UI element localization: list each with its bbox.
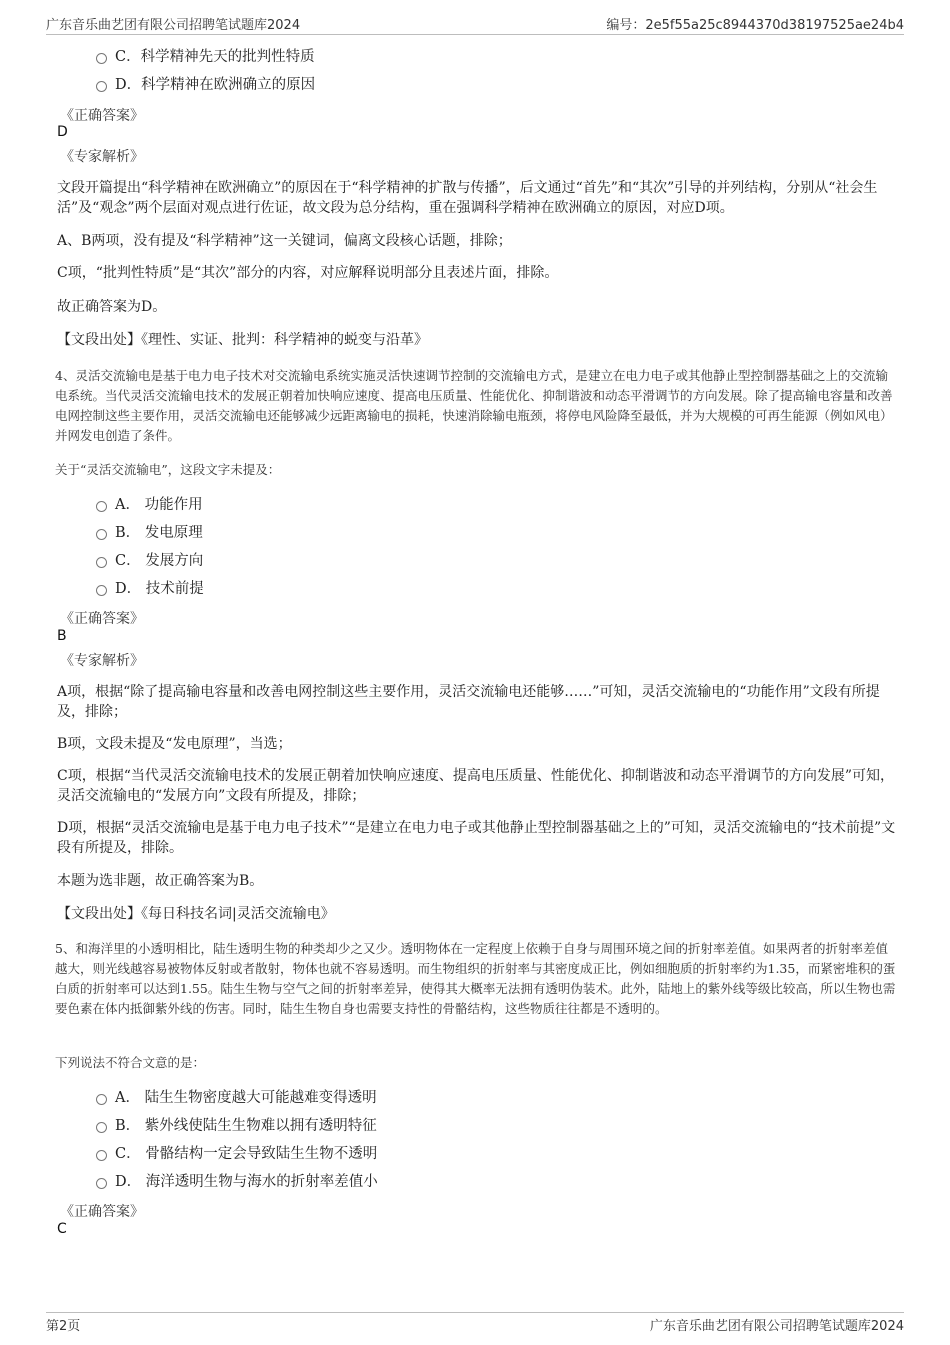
radio-icon[interactable] <box>96 1178 107 1189</box>
q4-question: 关于“灵活交流输电”，这段文字未提及： <box>55 462 281 477</box>
radio-icon[interactable] <box>96 1094 107 1105</box>
q4-option-c[interactable]: C． 发展方向 <box>96 551 203 571</box>
q4-option-d[interactable]: D． 技术前提 <box>96 579 204 599</box>
page-number: 第2页 <box>46 1319 81 1334</box>
radio-icon[interactable] <box>96 557 107 568</box>
q5-answer-label: 《正确答案》 <box>60 1204 144 1220</box>
q3-option-c[interactable]: C．科学精神先天的批判性特质 <box>96 47 315 67</box>
q4-stem: 4、灵活交流输电是基于电力电子技术对交流输电系统实施灵活快速调节控制的交流输电方式，是建立在电力电子或其他静止型控制器基础之上的交流输电系统。当代灵活交流输电技术的发展正朝着加快响应速度、提高电压质量、性能优化、抑制谐波和动态平滑调节的方向发展。除了提高输电容量和改善电网控制这些主要作用，灵活交流输电还能够减少远距离输电的损耗，快速消除输电瓶颈，将停电风险降至最低，并为大规模的可再生能源（例如风电）并网发电创造了条件。 <box>55 368 893 443</box>
q4-analysis-p3: C项，根据“当代灵活交流输电技术的发展正朝着加快响应速度、提高电压质量、性能优化、抑制谐波和动态平滑调节的方向发展”可知，灵活交流输电的“发展方向”文段有所提及，排除； <box>57 768 895 804</box>
q4-analysis-label: 《专家解析》 <box>60 653 144 669</box>
radio-icon[interactable] <box>96 501 107 512</box>
page-header <box>46 14 904 35</box>
footer-title: 广东音乐曲艺团有限公司招聘笔试题库2024 <box>649 1319 904 1334</box>
q4-analysis-p2: B项，文段未提及“发电原理”，当选； <box>57 736 292 752</box>
q4-option-a[interactable]: A． 功能作用 <box>96 495 203 515</box>
q5-question: 下列说法不符合文意的是： <box>55 1055 206 1070</box>
radio-icon[interactable] <box>96 585 107 596</box>
q3-source: 【文段出处】《理性、实证、批判：科学精神的蜕变与沿革》 <box>57 332 428 348</box>
q5-answer: C <box>57 1221 67 1237</box>
radio-icon[interactable] <box>96 1122 107 1133</box>
header-title: 广东音乐曲艺团有限公司招聘笔试题库2024 <box>46 18 301 33</box>
q5-stem: 5、和海洋里的小透明相比，陆生透明生物的种类却少之又少。透明物体在一定程度上依赖于自身与周围环境之间的折射率差值。如果两者的折射率差值越大，则光线越容易被物体反射或者散射，物体也就不容易透明。而生物组织的折射率与其密度成正比，例如细胞质的折射率约为1.35，而紧密堆积的蛋白质的折射率可以达到1.55。陆生生物与空气之间的折射率差异，使得其大概率无法拥有透明伪装术。此外，陆地上的紫外线等级比较高，所以生物也需要色素在体内抵御紫外线的伤害。同时，陆生生物自身也需要支持性的骨骼结构，这些物质往往都是不透明的。 <box>55 941 896 1016</box>
q3-analysis-p3: C项，“批判性特质”是“其次”部分的内容，对应解释说明部分且表述片面，排除。 <box>57 265 559 281</box>
q4-analysis-p5: 本题为选非题，故正确答案为B。 <box>57 873 264 889</box>
header-doc-id: 编号：2e5f55a25c8944370d38197525ae24b4 <box>606 18 904 33</box>
q4-source: 【文段出处】《每日科技名词|灵活交流输电》 <box>57 906 335 922</box>
q5-option-d[interactable]: D． 海洋透明生物与海水的折射率差值小 <box>96 1172 378 1192</box>
q4-option-b[interactable]: B． 发电原理 <box>96 523 203 543</box>
q3-answer-label: 《正确答案》 <box>60 108 144 124</box>
q3-analysis-label: 《专家解析》 <box>60 149 144 165</box>
q3-analysis-p4: 故正确答案为D。 <box>57 299 167 315</box>
q5-option-a[interactable]: A． 陆生生物密度越大可能越难变得透明 <box>96 1088 377 1108</box>
radio-icon[interactable] <box>96 81 107 92</box>
q3-analysis-p1: 文段开篇提出“科学精神在欧洲确立”的原因在于“科学精神的扩散与传播”，后文通过“首先”和“其次”引导的并列结构，分别从“社会生活”及“观念”两个层面对观点进行佐证，故文段为总分结构，重在强调科学精神在欧洲确立的原因，对应D项。 <box>57 180 878 216</box>
q3-option-d[interactable]: D．科学精神在欧洲确立的原因 <box>96 75 315 95</box>
radio-icon[interactable] <box>96 529 107 540</box>
q4-analysis-p1: A项，根据“除了提高输电容量和改善电网控制这些主要作用，灵活交流输电还能够……”可知，灵活交流输电的“功能作用”文段有所提及，排除； <box>57 684 880 720</box>
radio-icon[interactable] <box>96 1150 107 1161</box>
q3-answer: D <box>57 124 68 140</box>
page-footer <box>46 1312 904 1335</box>
q5-option-c[interactable]: C． 骨骼结构一定会导致陆生生物不透明 <box>96 1144 377 1164</box>
radio-icon[interactable] <box>96 53 107 64</box>
q5-option-b[interactable]: B． 紫外线使陆生生物难以拥有透明特征 <box>96 1116 377 1136</box>
q4-answer-label: 《正确答案》 <box>60 611 144 627</box>
q4-analysis-p4: D项，根据“灵活交流输电是基于电力电子技术”“是建立在电力电子或其他静止型控制器基础之上的”可知，灵活交流输电的“技术前提”文段有所提及，排除。 <box>57 820 896 856</box>
q3-analysis-p2: A、B两项，没有提及“科学精神”这一关键词，偏离文段核心话题，排除； <box>57 233 512 249</box>
q4-answer: B <box>57 628 67 644</box>
